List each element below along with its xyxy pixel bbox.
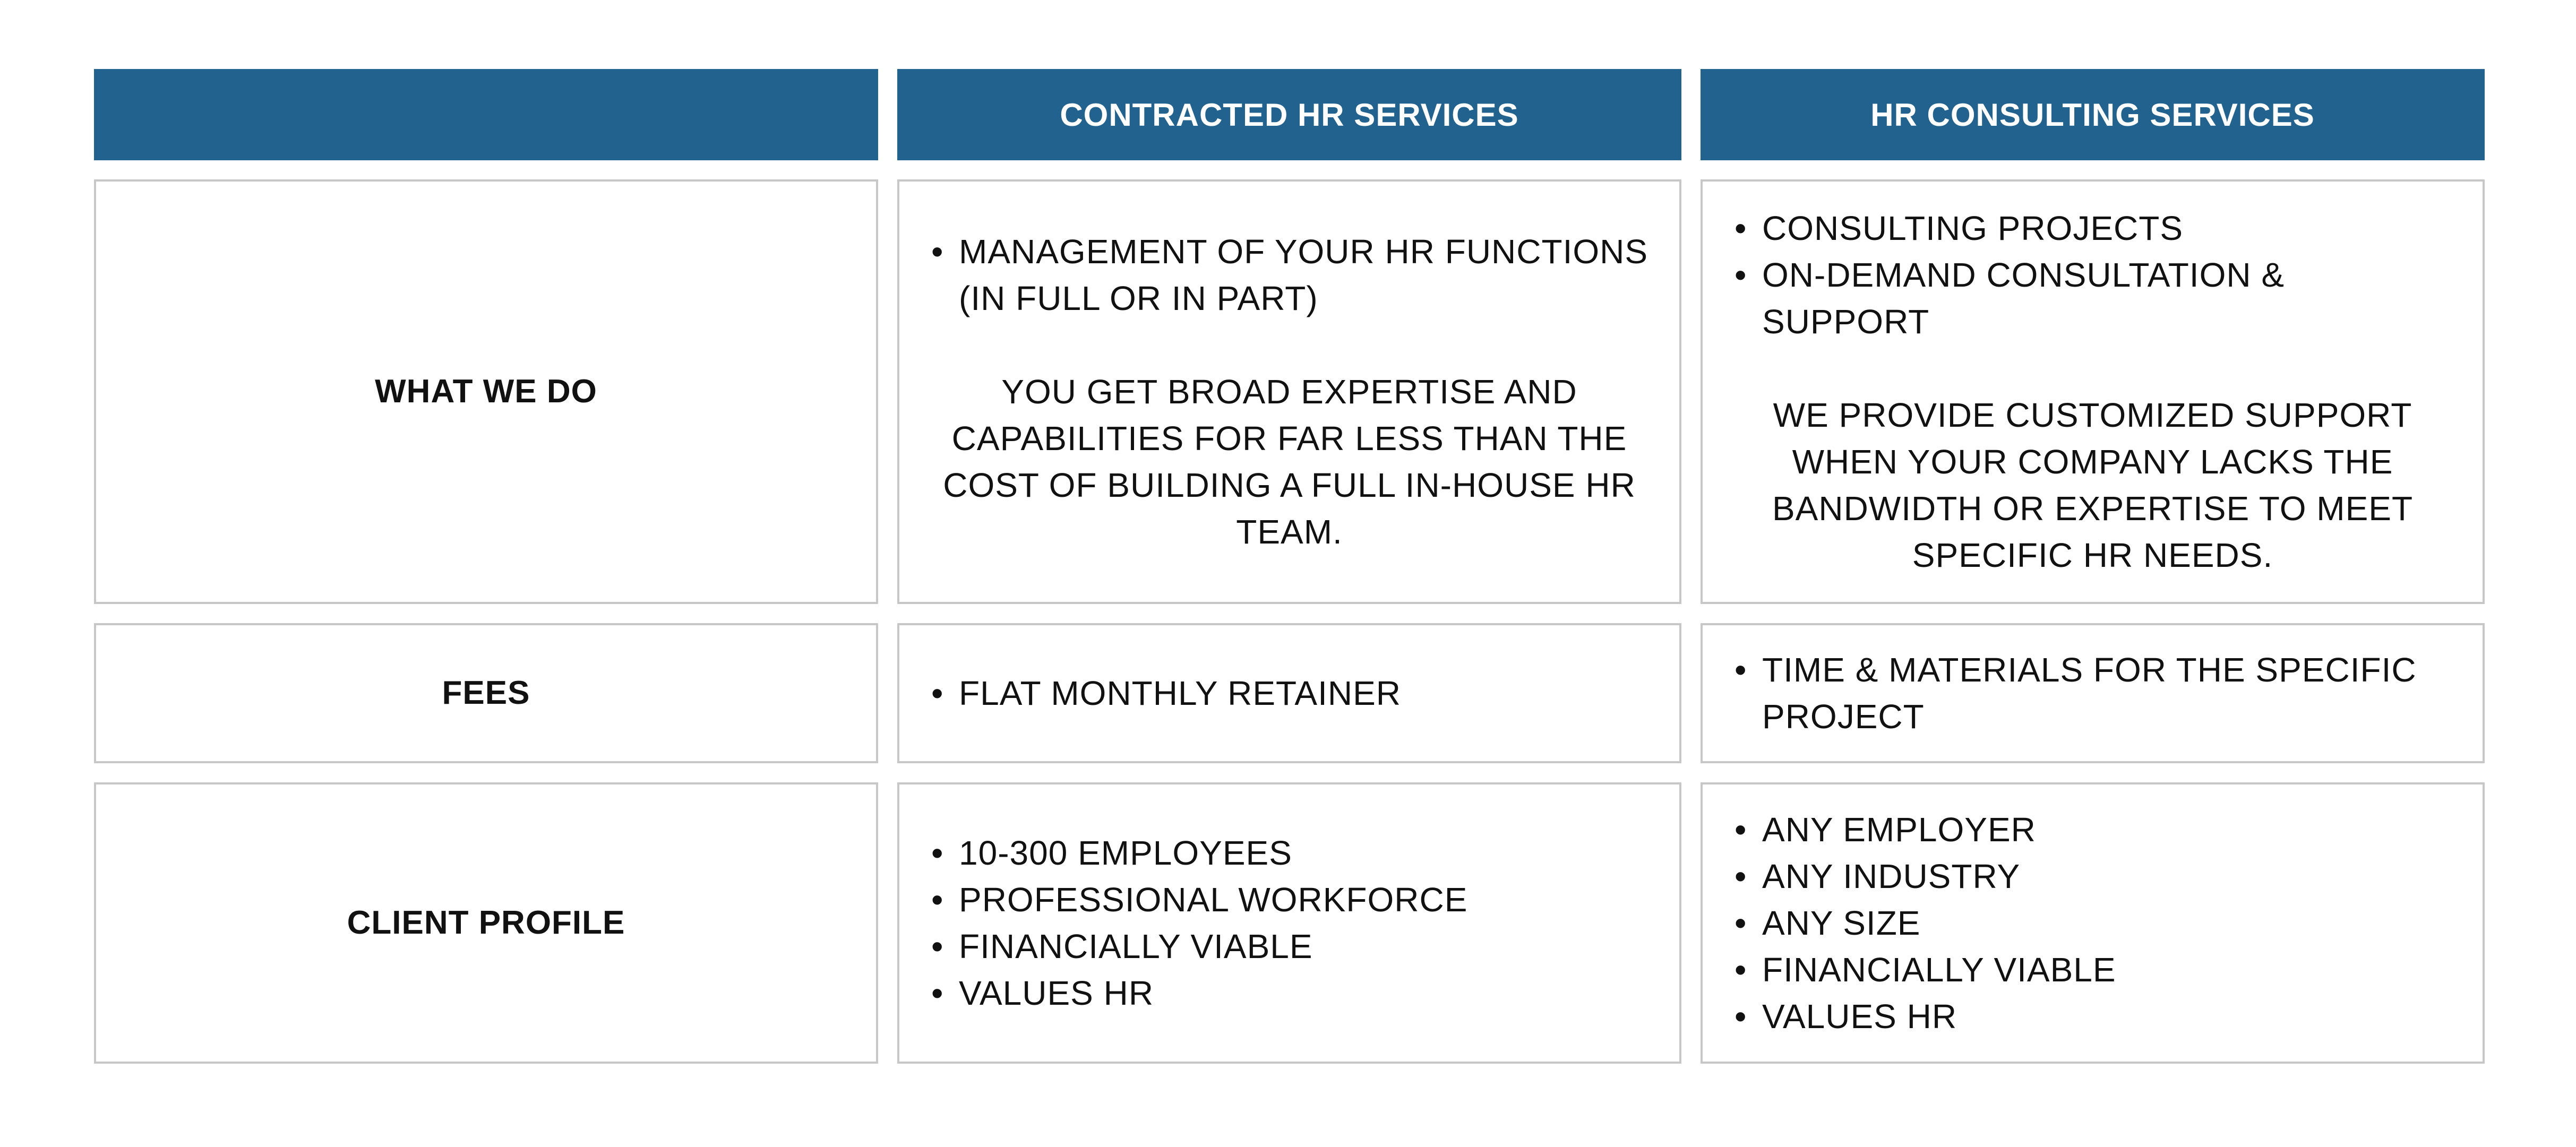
cell-what-we-do-consulting xyxy=(1701,179,2485,604)
list-item: • ANY SIZE xyxy=(1724,900,2461,946)
row-label-client-profile xyxy=(94,782,878,1064)
row-label-text: CLIENT PROFILE xyxy=(347,904,625,941)
description-paragraph: WE PROVIDE CUSTOMIZED SUPPORT WHEN YOUR COMPANY LACKS THE BANDWIDTH OR EXPERTISE TO MEET SPECIFIC HR NEEDS. xyxy=(1772,396,2414,574)
list-item: • FLAT MONTHLY RETAINER xyxy=(921,670,1658,717)
list-item: • CONSULTING PROJECTS xyxy=(1724,205,2461,252)
cell-client-profile-consulting xyxy=(1701,782,2485,1064)
list-item: • ON-DEMAND CONSULTATION & SUPPORT xyxy=(1724,252,2461,345)
header-corner-cell xyxy=(94,69,878,160)
bullet-list xyxy=(921,830,1658,1016)
list-item: • ANY EMPLOYER xyxy=(1724,806,2461,853)
bullet-list xyxy=(921,670,1658,717)
row-label-text: FEES xyxy=(442,675,530,711)
bullet-list xyxy=(1724,205,2461,345)
row-label-fees xyxy=(94,623,878,763)
list-item: • MANAGEMENT OF YOUR HR FUNCTIONS (IN FULL OR IN PART) xyxy=(921,228,1658,322)
description-paragraph: YOU GET BROAD EXPERTISE AND CAPABILITIES FOR FAR LESS THAN THE COST OF BUILDING A FULL IN-HOUSE HR TEAM. xyxy=(943,373,1636,551)
cell-fees-consulting xyxy=(1701,623,2485,763)
list-item: • FINANCIALLY VIABLE xyxy=(1724,946,2461,993)
list-item: • 10-300 EMPLOYEES xyxy=(921,830,1658,876)
bullet-list xyxy=(1724,646,2461,740)
header-hr-consulting-services: HR CONSULTING SERVICES xyxy=(1701,69,2485,160)
list-item: • ANY INDUSTRY xyxy=(1724,853,2461,900)
cell-client-profile-contracted xyxy=(897,782,1681,1064)
bullet-list xyxy=(921,228,1658,322)
row-label-text: WHAT WE DO xyxy=(375,373,597,410)
cell-fees-contracted xyxy=(897,623,1681,763)
services-comparison-table xyxy=(94,69,2493,1064)
cell-what-we-do-contracted xyxy=(897,179,1681,604)
row-label-what-we-do xyxy=(94,179,878,604)
list-item: • VALUES HR xyxy=(921,970,1658,1016)
list-item: • VALUES HR xyxy=(1724,993,2461,1040)
list-item: • FINANCIALLY VIABLE xyxy=(921,923,1658,970)
bullet-list xyxy=(1724,806,2461,1040)
list-item: • PROFESSIONAL WORKFORCE xyxy=(921,876,1658,923)
header-contracted-hr-services: CONTRACTED HR SERVICES xyxy=(897,69,1681,160)
list-item: • TIME & MATERIALS FOR THE SPECIFIC PROJECT xyxy=(1724,646,2461,740)
